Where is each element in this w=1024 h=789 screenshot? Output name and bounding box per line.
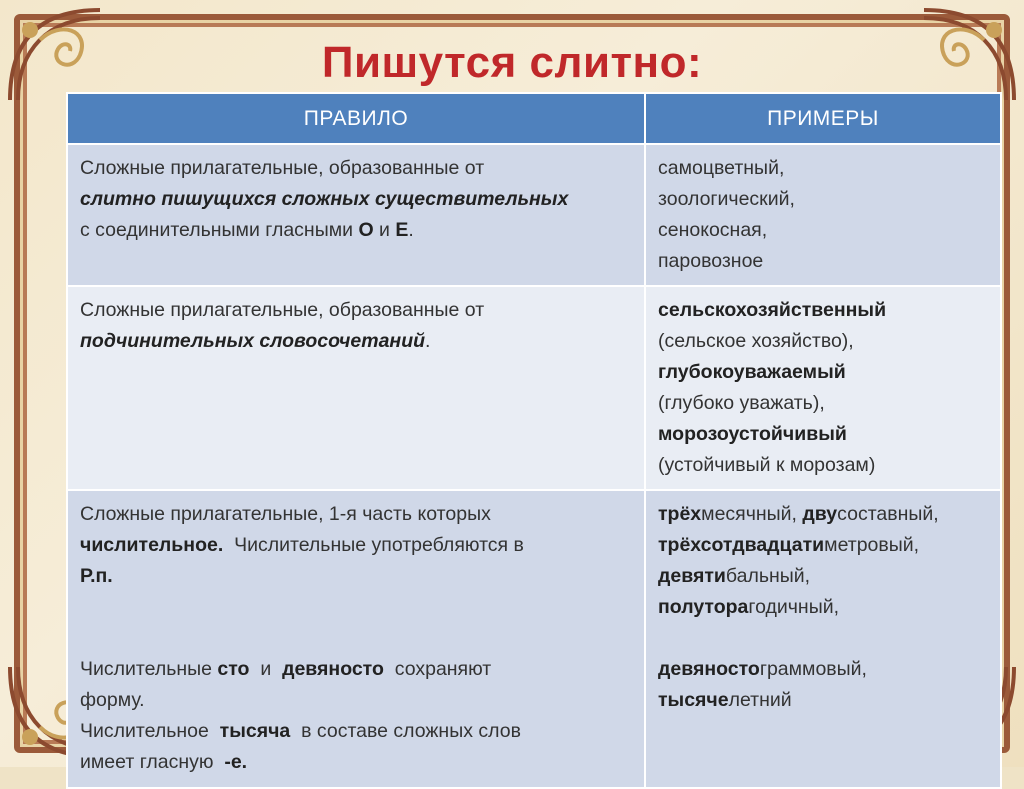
example-line: трёхсотдвадцатиметровый, — [658, 534, 920, 556]
rule-cell — [67, 490, 645, 788]
rule-text: Сложные прилагательные, образованные от подчинительных словосочетаний. — [80, 299, 485, 352]
example-line: девятибальный, — [658, 565, 811, 587]
example-line: (устойчивый к морозам) — [658, 454, 876, 476]
rule-text: Сложные прилагательные, 1-я часть которых числительное. Числительные употребляются в Р.п. — [80, 503, 524, 587]
example-line: (сельское хозяйство), — [658, 330, 854, 352]
rule-text: Числительные сто и девяносто сохраняют форму. Числительное тысяча в составе сложных слов имеет гласную -е. — [80, 658, 521, 773]
rules-table — [66, 92, 1002, 789]
example-line: трёхмесячный, двусоставный, — [658, 503, 939, 525]
example-line: сенокосная, — [658, 219, 768, 241]
examples-cell — [645, 490, 1001, 788]
header-rule: ПРАВИЛО — [67, 93, 645, 144]
rule-cell — [67, 286, 645, 490]
rule-cell — [67, 144, 645, 286]
table-row — [67, 490, 1001, 788]
example-line: зоологический, — [658, 188, 795, 210]
example-line: (глубоко уважать), — [658, 392, 825, 414]
rule-text: Сложные прилагательные, образованные от слитно пишущихся сложных существительных с соединительными гласными О и Е. — [80, 157, 569, 241]
example-line: сельскохозяйственный — [658, 299, 887, 321]
table-row — [67, 144, 1001, 286]
example-line: полуторагодичный, — [658, 596, 840, 618]
example-line: морозоустойчивый — [658, 423, 847, 445]
header-examples: ПРИМЕРЫ — [645, 93, 1001, 144]
examples-cell — [645, 286, 1001, 490]
example-line: тысячелетний — [658, 689, 792, 711]
example-line: девяностограммовый, — [658, 658, 867, 680]
examples-cell — [645, 144, 1001, 286]
example-line: самоцветный, — [658, 157, 785, 179]
slide-title: Пишутся слитно: — [321, 38, 703, 87]
table-row — [67, 286, 1001, 490]
example-line: паровозное — [658, 250, 764, 272]
example-line: глубокоуважаемый — [658, 361, 846, 383]
table-header-row — [67, 93, 1001, 144]
